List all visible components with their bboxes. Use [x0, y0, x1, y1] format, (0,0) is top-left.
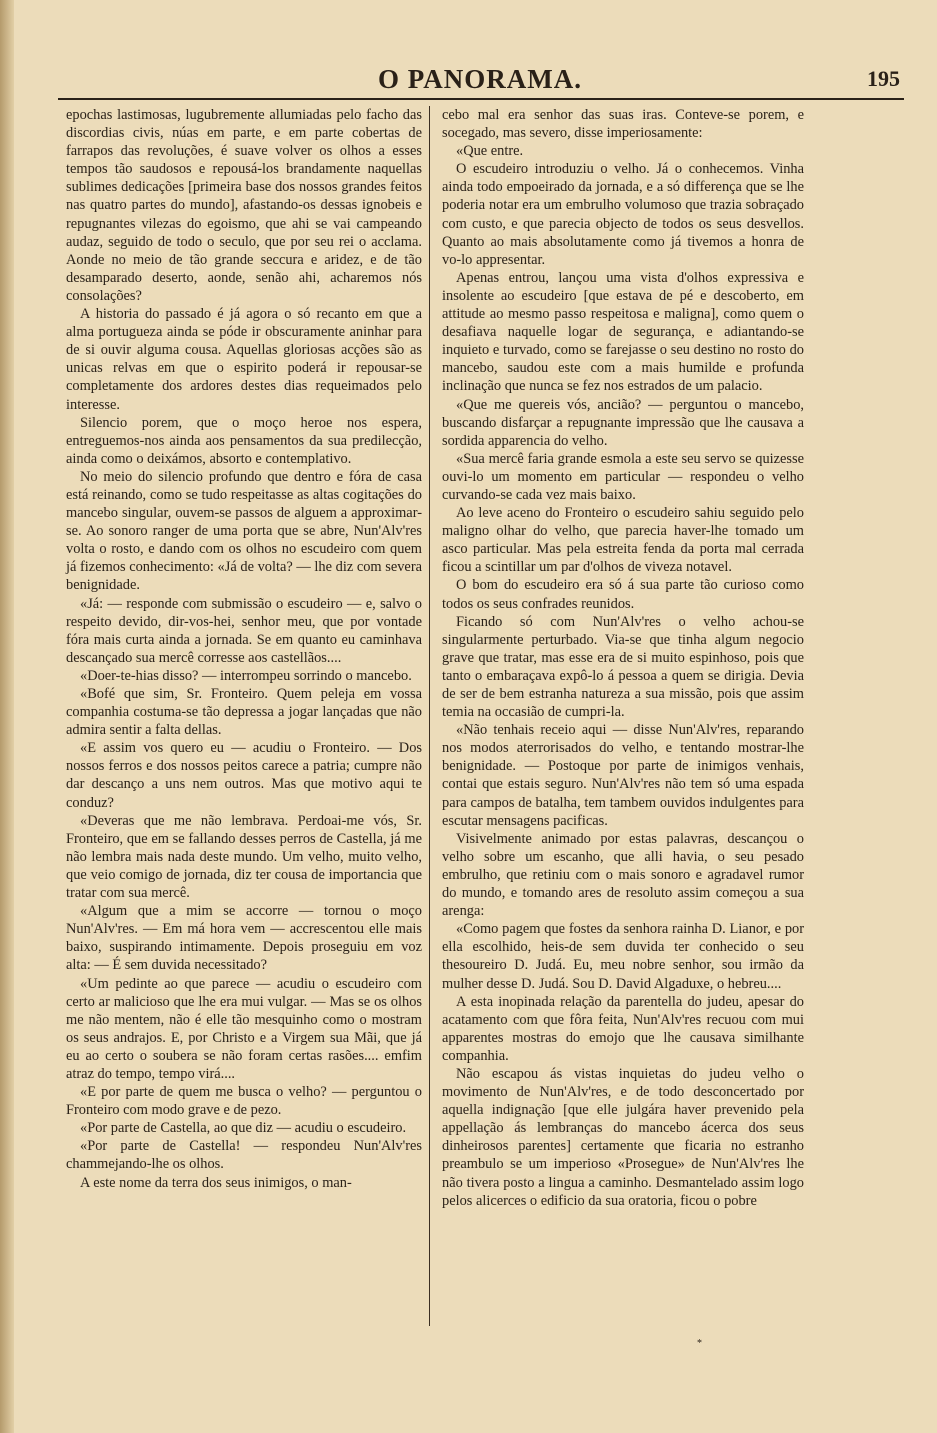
- paragraph: Ficando só com Nun'Alv'res o velho achou-se singularmente perturbado. Via-se que tinha algum negocio grave que tratar, mas esse era de si muito espinhoso, pois que tanto o embaraçava expô-lo á pessoa a quem se dirigia. Devia de ser de bem estranha natureza a sua missão, pois que assim temia na occasião de cumpri-la.: [442, 613, 804, 721]
- paragraph: No meio do silencio profundo que dentro e fóra de casa está reinando, como se tudo respeitasse as altas cogitações do mancebo singular, ouvem-se passos de alguem a approximar-se. Ao sonoro ranger de uma porta que se abre, Nun'Alv'res volta o rosto, e dando com os olhos no escudeiro com quem já fizemos conhecimento: «Já de volta? — lhe diz com severa benignidade.: [66, 468, 422, 594]
- paragraph: cebo mal era senhor das suas iras. Conteve-se porem, e socegado, mas severo, disse imperiosamente:: [442, 107, 804, 142]
- paragraph: «Como pagem que fostes da senhora rainha D. Lianor, e por ella escolhido, heis-de sem duvida ter conhecido o seu thesoureiro D. Judá. Eu, meu nobre senhor, sou irmão da mulher desse D. Judá. Sou D. David Algaduxe, o hebreu....: [442, 921, 804, 992]
- paragraph: «Por parte de Castella, ao que diz — acudiu o escudeiro.: [80, 1120, 407, 1137]
- paragraph: «Que entre.: [456, 143, 524, 160]
- paragraph: epochas lastimosas, lugubremente allumiadas pelo facho das discordias civis, núas em parte, e em parte cobertas de farrapos das revoluções, é suave volver os olhos a esses tempos tão saudosos e repousá-los brandamente naquellas sublimes dedicações [primeira base dos nossos grandes feitos nas quatro partes do mundo], afastando-os dessas ignobeis e repugnantes vilezas do egoismo, que ahi se vai campeando audaz, seguido de todo o seculo, que por seu rei o acclama. Aonde no meio de tão grande seccura e aridez, e de tão desamparado deserto, aonde, senão ahi, acharemos nós consolações?: [66, 107, 422, 304]
- paragraph: «E assim vos quero eu — acudiu o Fronteiro. — Dos nossos ferros e dos nossos peitos carece a patria; cumpre não dar descanço a uns nem outros. Mas que motivo aqui te conduz?: [66, 740, 422, 811]
- signature-mark: *: [697, 1338, 702, 1349]
- paragraph: A este nome da terra dos seus inimigos, o man-: [80, 1174, 352, 1191]
- left-column: [66, 106, 422, 1192]
- paragraph: O escudeiro introduziu o velho. Já o conhecemos. Vinha ainda todo empoeirado da jornada, e a só differença que se lhe poderia notar era um embrulho volumoso que trazia sobraçado com custo, e que parecia objecto de todos os seus desvellos. Quanto ao mais absolutamente como já tivemos a honra de vo-lo appresentar.: [442, 161, 804, 268]
- page-title: O PANORAMA.: [378, 64, 582, 94]
- paragraph: «Deveras que me não lembrava. Perdoai-me vós, Sr. Fronteiro, que em se fallando desses perros de Castella, já me não lembra mais nada deste mundo. Um velho, muito velho, que veio comigo de jornada, diz ter cousa de importancia que tratar com sua mercê.: [66, 812, 422, 902]
- column-divider: [429, 106, 430, 1326]
- paragraph: «Doer-te-hias disso? — interrompeu sorrindo o mancebo.: [80, 667, 412, 684]
- paragraph: Silencio porem, que o moço heroe nos espera, entreguemos-nos ainda aos pensamentos da sua predilecção, ainda como o deixámos, absorto e contemplativo.: [66, 414, 422, 467]
- paragraph: «Sua mercê faria grande esmola a este seu servo se quizesse ouvi-lo um momento em particular — respondeu o velho curvando-se cada vez mais baixo.: [442, 450, 804, 503]
- page-number: 195: [867, 66, 900, 91]
- paragraph: Não escapou ás vistas inquietas do judeu velho o movimento de Nun'Alv'res, e de todo desconcertado por aquella indignação [que elle julgára haver prevenido pela appellação ás lembranças do mancebo ácerca dos seus dinheirosos parentes] certamente que ficaria no estranho preambulo se um imperioso «Prosegue» de Nun'Alv'res lhe não tivera posto a lingua a caminho. Desmantelado assim logo pelos alicerces o edificio da sua oratoria, ficou o pobre: [442, 1065, 804, 1209]
- right-column: [442, 106, 804, 1210]
- paragraph: «Não tenhais receio aqui — disse Nun'Alv'res, reparando nos modos aterrorisados do velho, e tentando mostrar-lhe benignidade. — Postoque por parte de inimigos venhais, contai que estais seguro. Nun'Alv'res não tem só uma espada para campos de batalha, tem tambem ouvidos indulgentes para escutar mensagens pacificas.: [442, 722, 804, 829]
- paragraph: Visivelmente animado por estas palavras, descançou o velho sobre um escanho, que alli havia, o seu pesado embrulho, que retiniu com o mais sonoro e agradavel rumor do mundo, e tomando ares de resoluto assim começou a sua arenga:: [442, 830, 804, 920]
- paragraph: Ao leve aceno do Fronteiro o escudeiro sahiu seguido pelo maligno olhar do velho, que parecia haver-lhe tomado um asco particular. Mas pela estreita fenda da porta mal cerrada ficou a scintillar um par d'olhos de viveza notavel.: [442, 505, 804, 576]
- page-header: [60, 64, 900, 100]
- paragraph: «Bofé que sim, Sr. Fronteiro. Quem peleja em vossa companhia costuma-se tão depressa a jogar lançadas que não admira sentir a falta dellas.: [66, 686, 422, 739]
- paragraph: «E por parte de quem me busca o velho? — perguntou o Fronteiro com modo grave e de pezo.: [66, 1084, 422, 1119]
- header-rule: [58, 98, 904, 100]
- paragraph: «Que me quereis vós, ancião? — perguntou o mancebo, buscando disfarçar a repugnante impressão que lhe causava a sordida apparencia do velho.: [442, 396, 804, 449]
- paragraph: O bom do escudeiro era só á sua parte tão curioso como todos os seus confrades reunidos.: [442, 577, 804, 612]
- paragraph: «Por parte de Castella! — respondeu Nun'Alv'res chammejando-lhe os olhos.: [66, 1138, 422, 1173]
- paragraph: A historia do passado é já agora o só recanto em que a alma portugueza ainda se póde ir obscuramente aninhar para de si ouvir alguma cousa. Aquellas gloriosas acções são as unicas relvas em que o espirito poderá ir repousar-se completamente dos ardores destes dias requeimados pelo interesse.: [66, 306, 422, 413]
- paragraph: «Já: — responde com submissão o escudeiro — e, salvo o respeito devido, dir-vos-hei, senhor meu, que por vontade fóra mais curta ainda a jornada. Se em quanto eu caminhava descançado sua mercê corresse aos castellãos....: [66, 595, 422, 666]
- paragraph: «Um pedinte ao que parece — acudiu o escudeiro com certo ar malicioso que lhe era mui vulgar. — Mas se os olhos me não mentem, não é elle tão mesquinho como o mostram os seus andrajos. E, por Christo e a Virgem sua Mãi, que já eu ao certo o soubera se não foram certas rasões.... emfim atraz do tempo, tempo virá....: [66, 975, 422, 1082]
- paragraph: Apenas entrou, lançou uma vista d'olhos expressiva e insolente ao escudeiro [que estava de pé e descoberto, em attitude ao mesmo passo respeitosa e maligna], como quem o desafiava naquelle logar de segurança, e adiantando-se inquieto e turvado, como se farejasse o seu destino no rosto do mancebo, saudou este com a mais humilde e profunda inclinação que nunca se fez nos estrados de um palacio.: [442, 269, 804, 395]
- page-edge: [0, 0, 14, 1433]
- paragraph: A esta inopinada relação da parentella do judeu, apesar do acatamento com que fôra feita, Nun'Alv'res recuou com mui apparentes mostras do emojo que lhe causava similhante companhia.: [442, 993, 804, 1064]
- paragraph: «Algum que a mim se accorre — tornou o moço Nun'Alv'res. — Em má hora vem — accrescentou elle mais baixo, suspirando intimamente. Depois proseguiu em voz alta: — É sem duvida necessitado?: [66, 903, 422, 974]
